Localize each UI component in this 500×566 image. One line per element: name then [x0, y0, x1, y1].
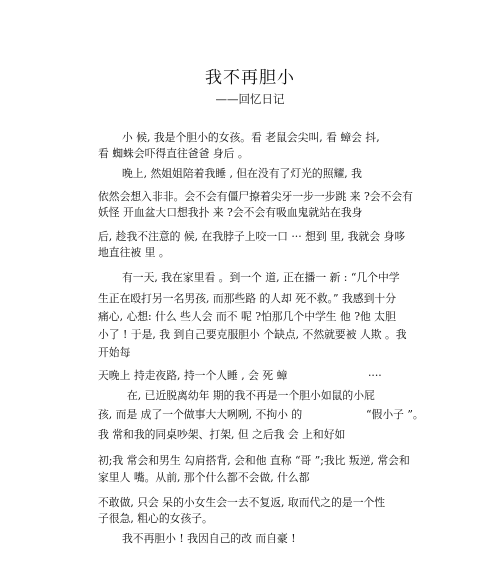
text-line: 家里人 嘴。从前, 那个什么都不会做, 什么都 [98, 471, 310, 484]
text-line: 小 候, 我是个胆小的女孩。看 老鼠会尖叫, 看 蟑会 抖, [122, 131, 380, 144]
text-line: 生正在殴打另一名男孩, 而那些路 的人却 死不救。” 我感到十分 [98, 292, 396, 305]
text-line: 我 常和我的同桌吵架、打架, 但 之后我 会 上和好如 [98, 428, 346, 441]
text-line: 初;我 常会和男生 勾肩搭背, 会和他 直称 “哥 ”;我比 叛逆, 常会和 [98, 454, 410, 467]
text-line: 小了 ! 于是, 我 到自己要克服胆小 个缺点, 不然就要被 人欺 。我 [98, 328, 407, 341]
text-line: 子很急, 粗心的女孩子。 [98, 512, 213, 525]
text-line: 我不再胆小 ! 我因自己的改 而自豪 ! [122, 532, 296, 545]
text-line: 后, 趁我不注意的 候, 在我脖子上咬一口 ··· 想到 里, 我就会 身哆 [98, 230, 406, 243]
page-title: 我不再胆小 [205, 68, 295, 88]
text-line: 依然会想入非非。会不会有僵尸撩着尖牙一步一步跳 来 ?会不会有 [98, 190, 413, 203]
text-line: 开始每 [98, 346, 131, 359]
text-line: 孩, 而是 成了一个做事大大咧咧, 不拘小 的 [98, 408, 303, 421]
text-line: 看 蜘蛛会吓得直往爸爸 身后 。 [98, 147, 249, 160]
text-line: 痛心, 心想: 什么 些人会 而不 呢 ?怕那几个中学生 他 ?他 太胆 [98, 310, 396, 323]
text-line: 有一天, 我在家里看 。到一个 道, 正在播一 新 : “几个中学 [122, 271, 400, 284]
text-line: 晚上, 然姐姐陪着我睡 , 但在没有了灯光的照耀, 我 [122, 167, 362, 180]
page-subtitle: ——回忆日记 [215, 92, 285, 106]
text-line: 妖怪 开血盆大口想我扑 来 ?会不会有吸血鬼就站在我身 [98, 206, 363, 219]
text-line: “假小子 ”。 [366, 408, 424, 421]
text-line: 不敢做, 只会 呆的小女生会一去不复返, 取而代之的是一个性 [98, 496, 386, 509]
text-line: 天晚上 持走夜路, 持一个人睡 , 会 死 蟑 [98, 369, 288, 382]
text-line: 在, 已近脱离幼年 期的我不再是一个胆小如鼠的小屁 [127, 389, 375, 402]
text-line: 地直往被 里 。 [98, 246, 170, 259]
ellipsis: ···· [368, 369, 382, 382]
